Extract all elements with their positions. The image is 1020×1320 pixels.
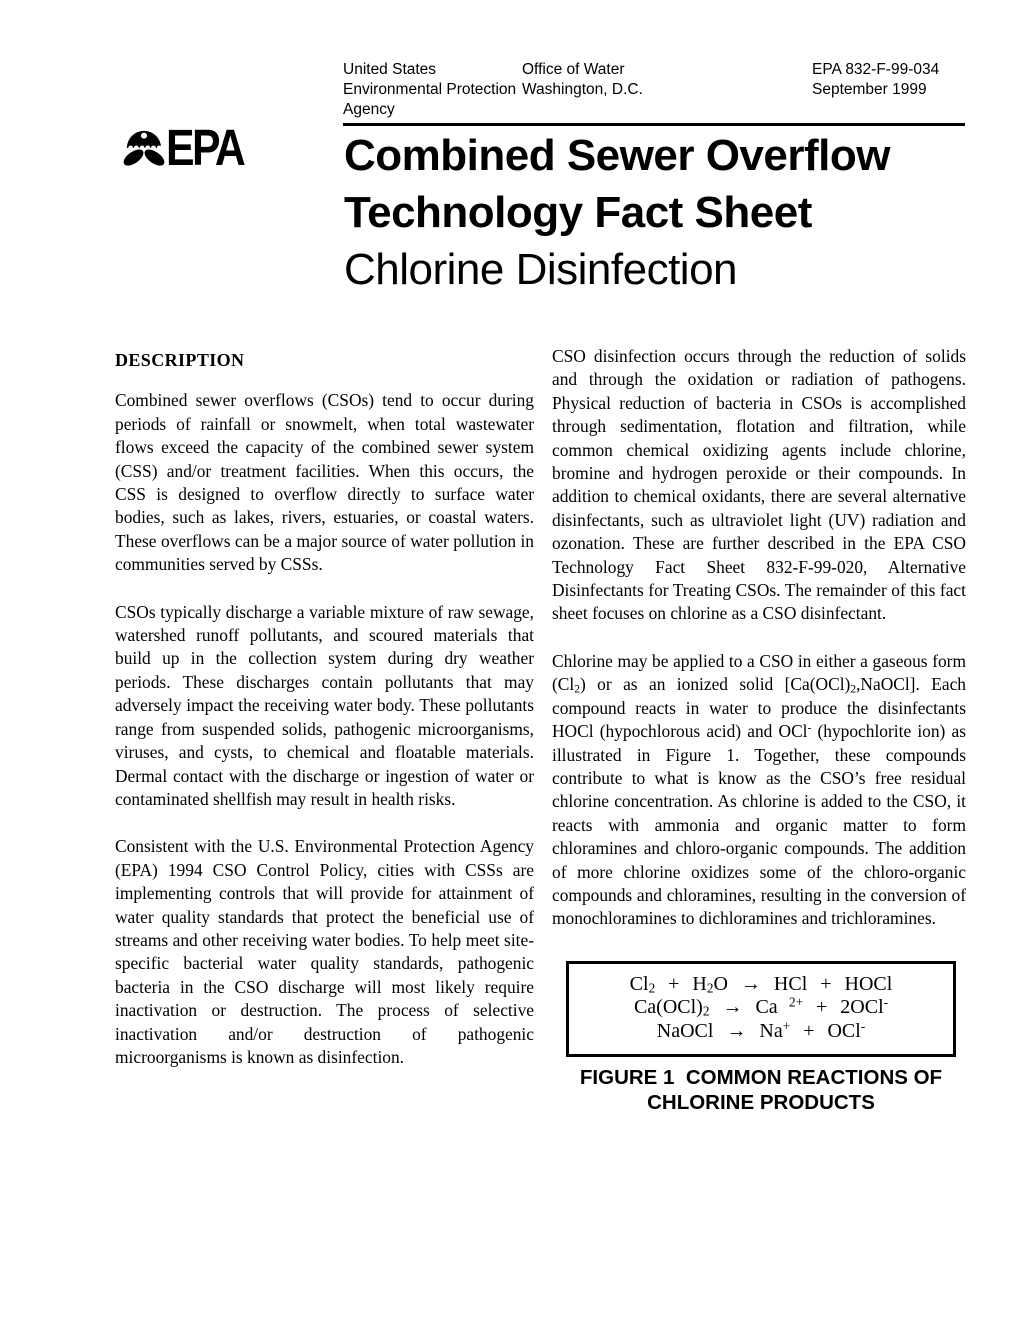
masthead-office-line-2: Washington, D.C. [522,81,643,98]
figure-1-caption-line-1: FIGURE 1 COMMON REACTIONS OF [579,1066,943,1090]
description-paragraph-2: CSOs typically discharge a variable mixture of raw sewage, watershed runoff pollutants, and scoured materials that build up in the collection system during dry weather periods. These discharges contain pollutants that may adversely impact the receiving water body. These pollutants range from suspended solids, pathogenic microorganisms, viruses, and cysts, to chemical and floatable materials. Dermal contact with the discharge or ingestion of water or contaminated shellfish may result in health risks. [115,601,534,809]
figure-1-caption [566,1065,956,1115]
epa-logo [122,119,258,176]
document-title [344,127,890,298]
masthead-doc-date: September 1999 [812,81,927,98]
disinfection-paragraph-1: CSO disinfection occurs through the reduction of solids and through the oxidation or radiation of pathogens. Physical reduction of bacteria in CSOs is accomplished through sedimentation, flotation and filtration, while common chemical oxidizing agents include chlorine, bromine and hydrogen peroxide or their compounds. In addition to chemical oxidants, there are several alternative disinfectants, such as ultraviolet light (UV) radiation and ozonation. These are further described in the EPA CSO Technology Fact Sheet 832-F-99-020, Alternative Disinfectants for Treating CSOs. The remainder of this fact sheet focuses on chlorine as a CSO disinfectant. [552,346,966,624]
description-paragraph-1: Combined sewer overflows (CSOs) tend to occur during periods of rainfall or snowmelt, when total wastewater flows exceed the capacity of the combined sewer system (CSS) and/or treatment facilities. When this occurs, the CSS is designed to overflow directly to surface water bodies, such as lakes, rivers, estuaries, or coastal waters. These overflows can be a major source of water pollution in communities served by CSSs. [115,390,534,575]
right-column [552,345,966,1115]
figure-1-box [566,961,956,1058]
masthead-agency-line-3: Agency [343,101,395,118]
title-line-1: Combined Sewer Overflow [344,131,890,180]
title-subtitle: Chlorine Disinfection [344,245,738,294]
left-column [115,349,534,1069]
header-rule [343,123,965,126]
disinfection-paragraph-2: Chlorine may be applied to a CSO in either a gaseous form $(Cl_2)$ or as an ionized solid $[Ca(OCl)_2,NaOCl]$. Each compound reacts in water to produce the disinfectants HOCl (hypochlorous acid) and OCl- (hypochlorite ion) as illustrated in Figure 1. Together, these compounds contribute to what is know as the CSO’s free residual chlorine concentration. As chlorine is added to the CSO, it reacts with ammonia and organic matter to form chloramines and chloro-organic compounds. The addition of more chlorine oxidizes some of the chloro-organic compounds and chloramines, resulting in the conversion of monochloramines to dichloramines and trichloramines. [552,650,966,929]
description-heading: DESCRIPTION [115,350,245,370]
description-paragraph-3: Consistent with the U.S. Environmental Protection Agency (EPA) 1994 CSO Control Policy, cities with CSSs are implementing controls that will provide for attainment of water quality standards that protect the beneficial use of streams and other receiving water bodies. To help meet site-specific bacterial water quality standards, pathogenic bacteria in the CSO discharge will most likely require inactivation or destruction. The process of selective inactivation and/or destruction of pathogenic microorganisms is known as disinfection. [115,836,534,1067]
masthead-doc-number: EPA 832-F-99-034 [812,61,940,78]
masthead-doc-block [812,60,966,120]
masthead-agency-line-1: United States [343,61,437,78]
epa-logo-text: EPA [166,119,244,176]
masthead-agency-block [343,60,522,120]
equation-line-2: $Ca(OCl)_2 \to Ca$ $^{2+}$ + 2OCl- [633,994,889,1019]
masthead [343,60,966,120]
figure-1-caption-line-2: CHLORINE PRODUCTS [647,1091,875,1115]
masthead-office-block [522,60,812,120]
masthead-office-line-1: Office of Water [522,61,625,78]
title-line-2: Technology Fact Sheet [344,188,812,237]
equation-line-1: $Cl_2 + H_2O$ → HCl + HOCl [629,972,893,996]
epa-flower-icon [122,128,166,168]
equation-line-3: NaOCl → Na+ + OCl- [656,1018,866,1042]
masthead-agency-line-2: Environmental Protection [343,81,517,98]
